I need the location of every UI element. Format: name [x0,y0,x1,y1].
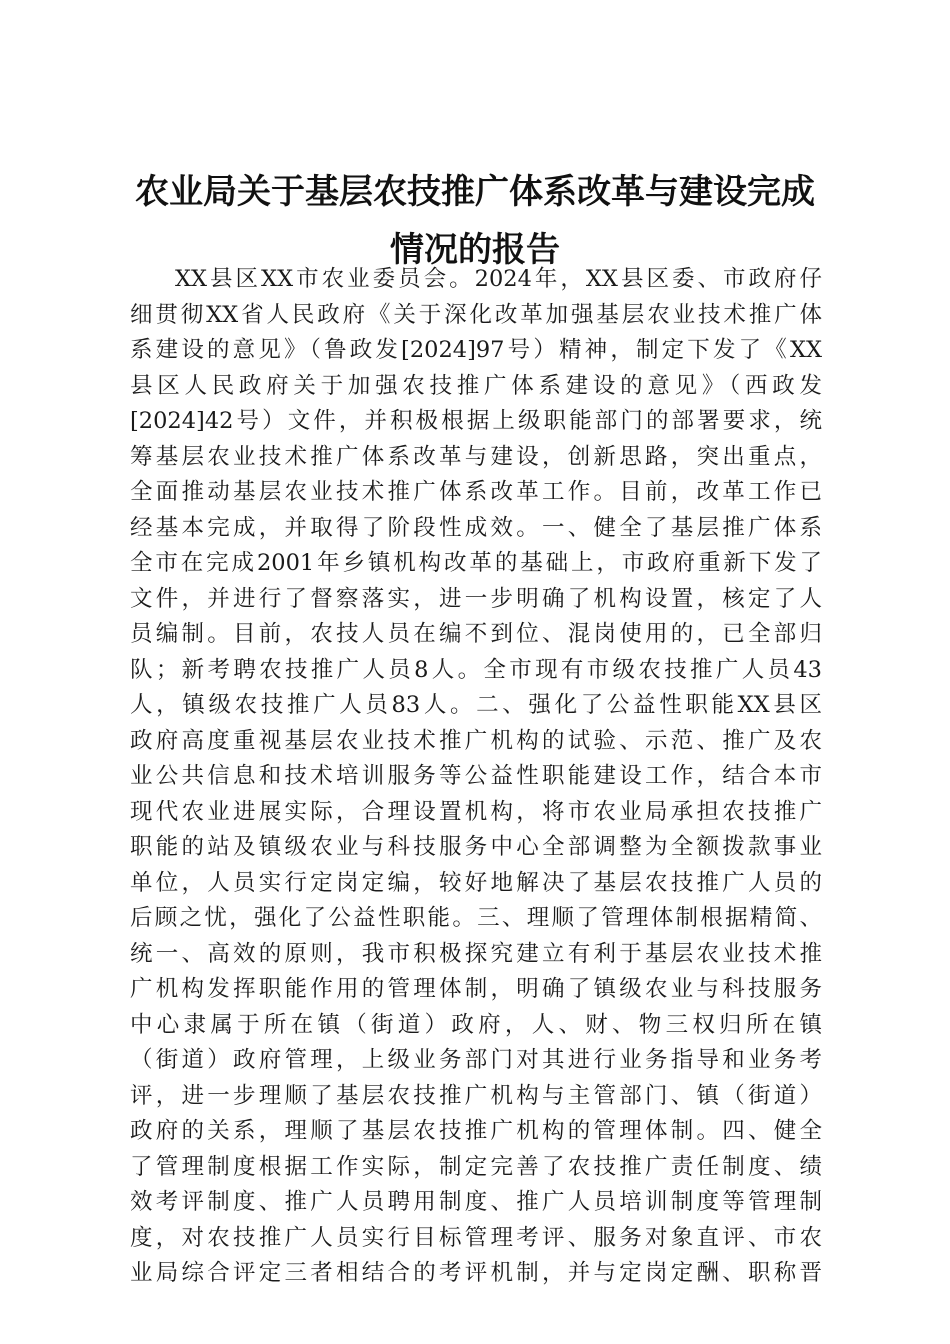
body-line: 业局综合评定三者相结合的考评机制，并与定岗定酬、职称晋 [130,1260,822,1286]
body-line: （街道）政府管理，上级业务部门对其进行业务指导和业务考 [130,1047,822,1073]
body-line: 评，进一步理顺了基层农技推广机构与主管部门、镇（街道） [130,1082,822,1109]
body-line: 业公共信息和技术培训服务等公益性职能建设工作，结合本市 [130,763,822,789]
body-line: XX县区XX市农业委员会。2024年，XX县区委、市政府仔 [175,266,822,292]
body-line: 筹基层农业技术推广体系改革与建设，创新思路，突出重点， [130,443,822,470]
body-line: 现代农业进展实际，合理设置机构，将市农业局承担农技推广 [130,798,822,825]
body-line: 细贯彻XX省人民政府《关于深化改革加强基层农业技术推广体 [130,301,822,328]
body-line: 系建设的意见》（鲁政发[2024]97号）精神，制定下发了《XX [130,337,822,363]
body-line: 效考评制度、推广人员聘用制度、推广人员培训制度等管理制 [130,1189,822,1215]
document-title-line-1: 农业局关于基层农技推广体系改革与建设完成 [135,172,815,212]
body-line: 统一、高效的原则，我市积极探究建立有利于基层农业技术推 [130,940,822,967]
body-line: 政府的关系，理顺了基层农技推广机构的管理体制。四、健全 [130,1118,822,1144]
body-line: 广机构发挥职能作用的管理体制，明确了镇级农业与科技服务 [130,976,822,1002]
body-line: 职能的站及镇级农业与科技服务中心全部调整为全额拨款事业 [130,834,822,860]
body-line: [2024]42号）文件，并积极根据上级职能部门的部署要求，统 [130,408,822,434]
body-line: 政府高度重视基层农业技术推广机构的试验、示范、推广及农 [130,727,822,754]
body-line: 员编制。目前，农技人员在编不到位、混岗使用的，已全部归 [130,621,822,647]
body-line: 队；新考聘农技推广人员8人。全市现有市级农技推广人员43 [130,656,822,683]
body-line: 后顾之忧，强化了公益性职能。三、理顺了管理体制根据精简、 [130,905,822,931]
body-line: 经基本完成，并取得了阶段性成效。一、健全了基层推广体系 [130,514,822,541]
document-body [130,262,822,1292]
body-line: 了管理制度根据工作实际，制定完善了农技推广责任制度、绩 [130,1153,822,1180]
body-line: 单位，人员实行定岗定编，较好地解决了基层农技推广人员的 [130,869,822,896]
document-title-line-2: 情况的报告 [390,230,560,270]
body-line: 全面推动基层农业技术推广体系改革工作。目前，改革工作已 [130,479,822,505]
body-line: 人，镇级农技推广人员83人。二、强化了公益性职能XX县区 [130,692,822,718]
body-line: 中心隶属于所在镇（街道）政府，人、财、物三权归所在镇 [130,1011,822,1038]
body-line: 全市在完成2001年乡镇机构改革的基础上，市政府重新下发了 [130,550,822,576]
body-line: 度，对农技推广人员实行目标管理考评、服务对象直评、市农 [130,1224,822,1251]
body-line: 县区人民政府关于加强农技推广体系建设的意见》（西政发 [130,372,822,399]
body-line: 文件，并进行了督察落实，进一步明确了机构设置，核定了人 [130,585,822,612]
